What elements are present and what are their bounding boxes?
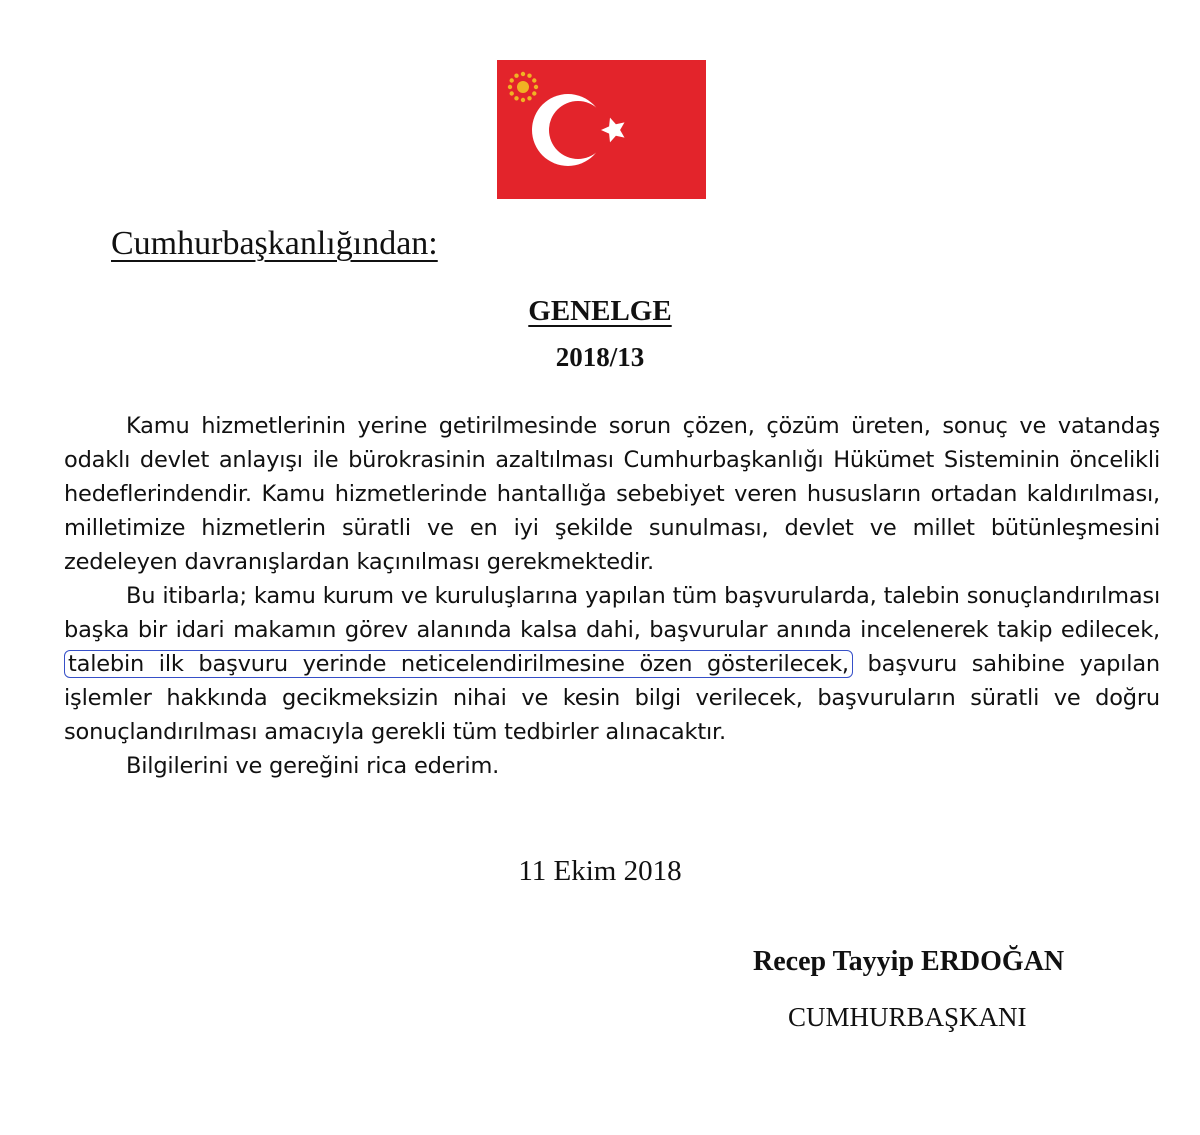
document-type-label: GENELGE — [528, 295, 672, 327]
highlighted-phrase: talebin ilk başvuru yerinde neticelendirilmesine özen gösterilecek, — [64, 650, 853, 678]
turkish-flag-image — [497, 60, 706, 199]
paragraph-2 — [64, 579, 1160, 749]
paragraph-2-continuation: başvuru sahibine yapılan işlemler hakkında gecikmeksizin nihai ve kesin bilgi verilecek, başvuruların süratli ve doğru sonuçlandırılması amacıyla gerekli tüm tedbirler alınacaktır. — [64, 651, 1160, 745]
document-date: 11 Ekim 2018 — [518, 855, 682, 887]
paragraph-2-text: Bu itibarla; kamu kurum ve kuruluşlarına yapılan tüm başvurularda, talebin sonuçlandırılması başka bir idari makamın görev alanında kalsa dahi, başvurular anında incelenerek takip edilecek, — [64, 583, 1160, 643]
circular-body — [64, 409, 1160, 783]
signer-name: Recep Tayyip ERDOĞAN — [753, 946, 1065, 977]
paragraph-1: Kamu hizmetlerinin yerine getirilmesinde sorun çözen, çözüm üreten, sonuç ve vatandaş odaklı devlet anlayışı ile bürokrasinin azaltılması Cumhurbaşkanlığı Hükümet Sisteminin öncelikli hedeflerindendir. Kamu hizmetlerinde hantallığa sebebiyet veren hususların ortadan kaldırılması, milletimize hizmetlerin süratli ve en iyi şekilde sunulması, devlet ve millet bütünleşmesini zedeleyen davranışlardan kaçınılması gerekmektedir. — [64, 413, 1160, 575]
closing-line: Bilgilerini ve gereğini rica ederim. — [126, 753, 500, 779]
issuer-heading: Cumhurbaşkanlığından: — [111, 225, 438, 262]
flag-crescent-star-icon — [497, 60, 706, 199]
document-number: 2018/13 — [555, 342, 645, 372]
signer-title: CUMHURBAŞKANI — [788, 1002, 1027, 1032]
document-type-title — [0, 295, 1200, 328]
